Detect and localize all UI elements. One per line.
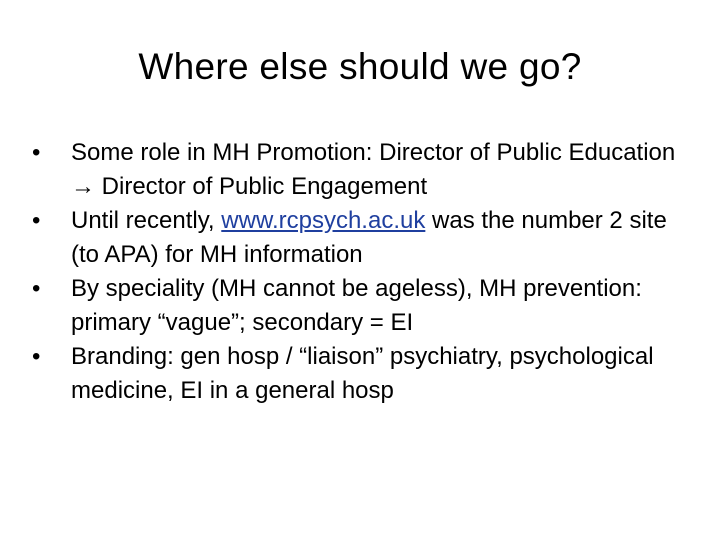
bullet-item: [32, 204, 692, 272]
bullet-text: Some role in MH Promotion: Director of Public Education → Director of Public Engagement: [71, 139, 676, 200]
bullet-marker: •: [32, 343, 41, 370]
bullet-item: [32, 136, 692, 204]
bullet-marker: •: [32, 207, 41, 234]
bullet-text: Branding: gen hosp / “liaison” psychiatry, psychological medicine, EI in a general hosp: [71, 343, 654, 404]
bullet-text: By speciality (MH cannot be ageless), MH prevention: primary “vague”; secondary = EI: [71, 275, 642, 336]
bullet-marker: •: [32, 139, 41, 166]
bullet-item: [32, 340, 692, 408]
bullet-list: [32, 136, 692, 408]
bullet-marker: •: [32, 275, 41, 302]
bullet-text: Until recently,: [71, 207, 222, 234]
slide-title: Where else should we go?: [138, 46, 582, 87]
bullet-text: was the number 2 site (to APA) for MH information: [71, 207, 667, 268]
bullet-item: [32, 272, 692, 340]
rcpsych-link[interactable]: www.rcpsych.ac.uk: [221, 207, 426, 234]
